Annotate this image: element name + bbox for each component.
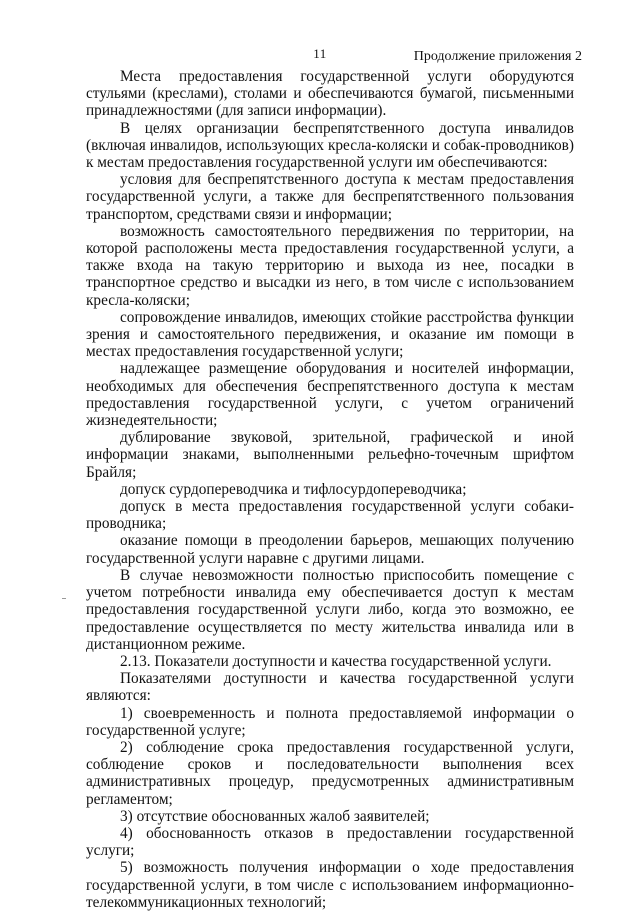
scan-artifact [62, 598, 66, 599]
paragraph-accessibility-intro: В целях организации беспрепятственного доступа инвалидов (включая инвалидов, использующих кресла-коляски и собак-проводников) к местам предоставления государственной услуги им обеспечиваются: [86, 119, 574, 172]
list-item-4: 4) обоснованность отказов в предоставлении государственной услуги; [86, 824, 574, 860]
page-number: 11 [313, 46, 327, 61]
list-item-1: 1) своевременность и полнота предоставляемой информации о государственной услуге; [86, 704, 574, 739]
list-item-3: 3) отсутствие обоснованных жалоб заявителей; [120, 807, 430, 825]
paragraph-guide-dog: допуск в места предоставления государственной услуги собаки-проводника; [86, 498, 574, 533]
section-heading-2-13: 2.13. Показатели доступности и качества государственной услуги. [120, 652, 552, 670]
paragraph-remote-service: В случае невозможности полностью приспособить помещение с учетом потребности инвалида ему обеспечивается доступ к местам предоставления государственной услуги либо, когда это возможно, ее предоставление осуществляется по месту жительства инвалида или в дистанционном режиме. [86, 566, 574, 653]
list-item-2: 2) соблюдение срока предоставления государственной услуги, соблюдение сроков и последовательности выполнения всех административных процедур, предусмотренных административным регламентом; [86, 738, 574, 808]
paragraph-equipment-placement: надлежащее размещение оборудования и носителей информации, необходимых для обеспечения беспрепятственного доступа к местам предоставления государственной услуги, с учетом ограничений жизнедеятельности; [86, 360, 574, 430]
paragraph-independent-movement: возможность самостоятельного передвижения по территории, на которой расположены места предоставления государственной услуги, а также входа на такую территорию и выхода из нее, посадки в транспортное средство и высадки из него, в том числе с использованием кресла-коляски; [86, 222, 574, 309]
paragraph-barrier-assistance: оказание помощи в преодолении барьеров, мешающих получению государственной услуги наравне с другими лицами. [86, 532, 574, 567]
paragraph-braille-duplication: дублирование звуковой, зрительной, графической и иной информации знаками, выполненными рельефно-точечным шрифтом Брайля; [86, 429, 574, 481]
paragraph-access-conditions: условия для беспрепятственного доступа к местам предоставления государственной услуги, а также для беспрепятственного пользования транспортом, средствами связи и информации; [86, 171, 574, 223]
paragraph-escort-assistance: сопровождение инвалидов, имеющих стойкие расстройства функции зрения и самостоятельного передвижения, и оказание им помощи в местах предоставления государственной услуги; [86, 308, 574, 361]
continuation-note: Продолжение приложения 2 [413, 49, 582, 64]
list-item-5: 5) возможность получения информации о ходе предоставления государственной услуги, в том числе с использованием информационно-телекоммуникационных технологий; [86, 859, 574, 911]
paragraph-sign-interpreter: допуск сурдопереводчика и тифлосурдопереводчика; [120, 480, 467, 498]
document-body [86, 68, 574, 911]
paragraph-seating-supplies: Места предоставления государственной услуги оборудуются стульями (креслами), столами и обеспечиваются бумагой, письменными принадлежностями (для записи информации). [86, 68, 574, 120]
paragraph-indicators-intro: Показателями доступности и качества государственной услуги являются: [86, 670, 574, 705]
